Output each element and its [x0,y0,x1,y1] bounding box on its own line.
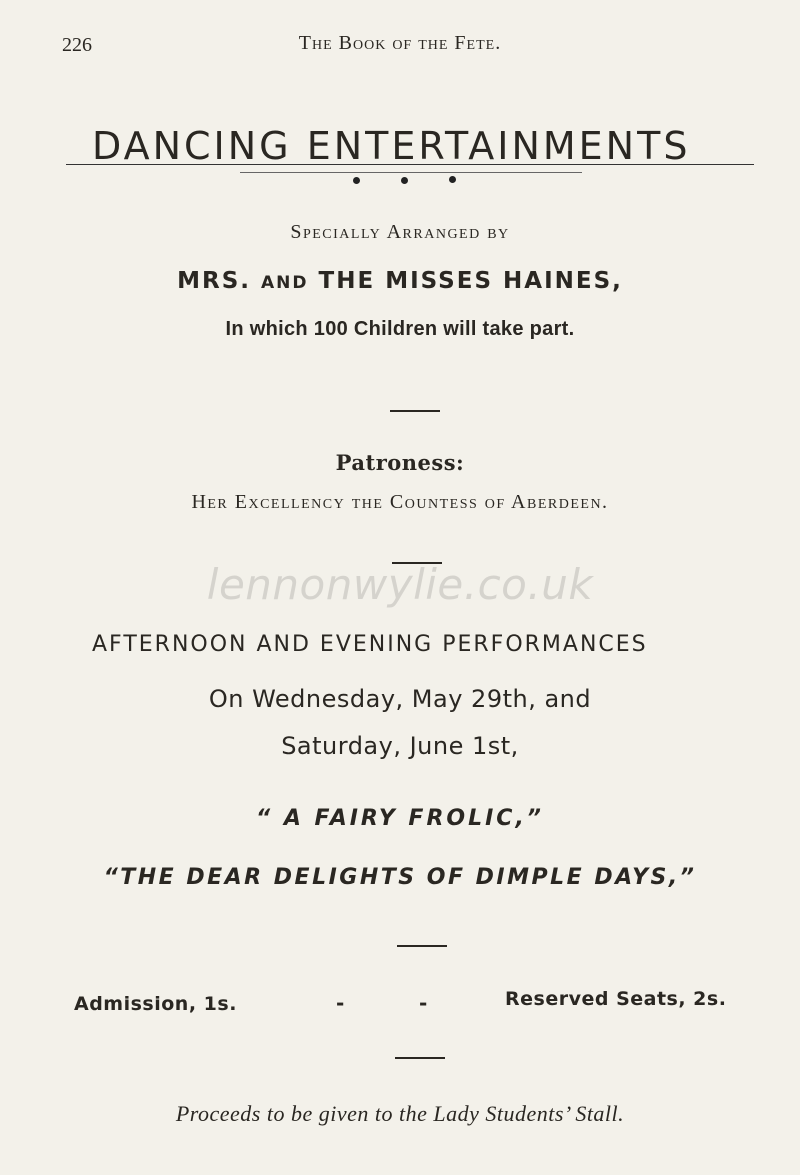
proceeds-note: Proceeds to be given to the Lady Students’ Stall. [175,1101,625,1126]
page-number: 226 [62,34,92,56]
participants-note: In which 100 Children will take part. [225,318,575,340]
price-separator: - [336,991,345,1015]
title-underline [240,172,582,173]
section-divider [395,1057,445,1059]
organizers-misses: THE MISSES HAINES, [318,268,623,294]
price-separator: - [419,991,428,1015]
subtitle: Specially Arranged by [290,221,510,243]
reserved-seats-price: Reserved Seats, 2s. [505,988,727,1010]
show-title: “ A FAIRY FROLIC,” [256,806,544,831]
section-divider [390,410,440,412]
ornament-dot [449,176,456,183]
section-divider [397,945,447,947]
ornament-dot [401,177,408,184]
organizers-mrs: MRS. [177,268,251,294]
organizers-and: AND [261,273,309,293]
running-head: The Book of the Fete. [298,32,502,54]
organizers [0,268,800,294]
admission-price: Admission, 1s. [74,993,237,1015]
title-rule [66,164,754,165]
performance-date-1: On Wednesday, May 29th, and [208,685,592,713]
patroness-name: Her Excellency the Countess of Aberdeen. [191,491,609,513]
ornament-dot [353,177,360,184]
performances-heading: AFTERNOON AND EVENING PERFORMANCES [92,632,648,657]
show-title: “THE DEAR DELIGHTS OF DIMPLE DAYS,” [103,865,697,890]
performance-date-2: Saturday, June 1st, [281,732,519,760]
page-title: DANCING ENTERTAINMENTS [92,124,691,168]
patroness-label: Patroness: [335,450,465,475]
watermark: lennonwylie.co.uk [206,560,594,609]
